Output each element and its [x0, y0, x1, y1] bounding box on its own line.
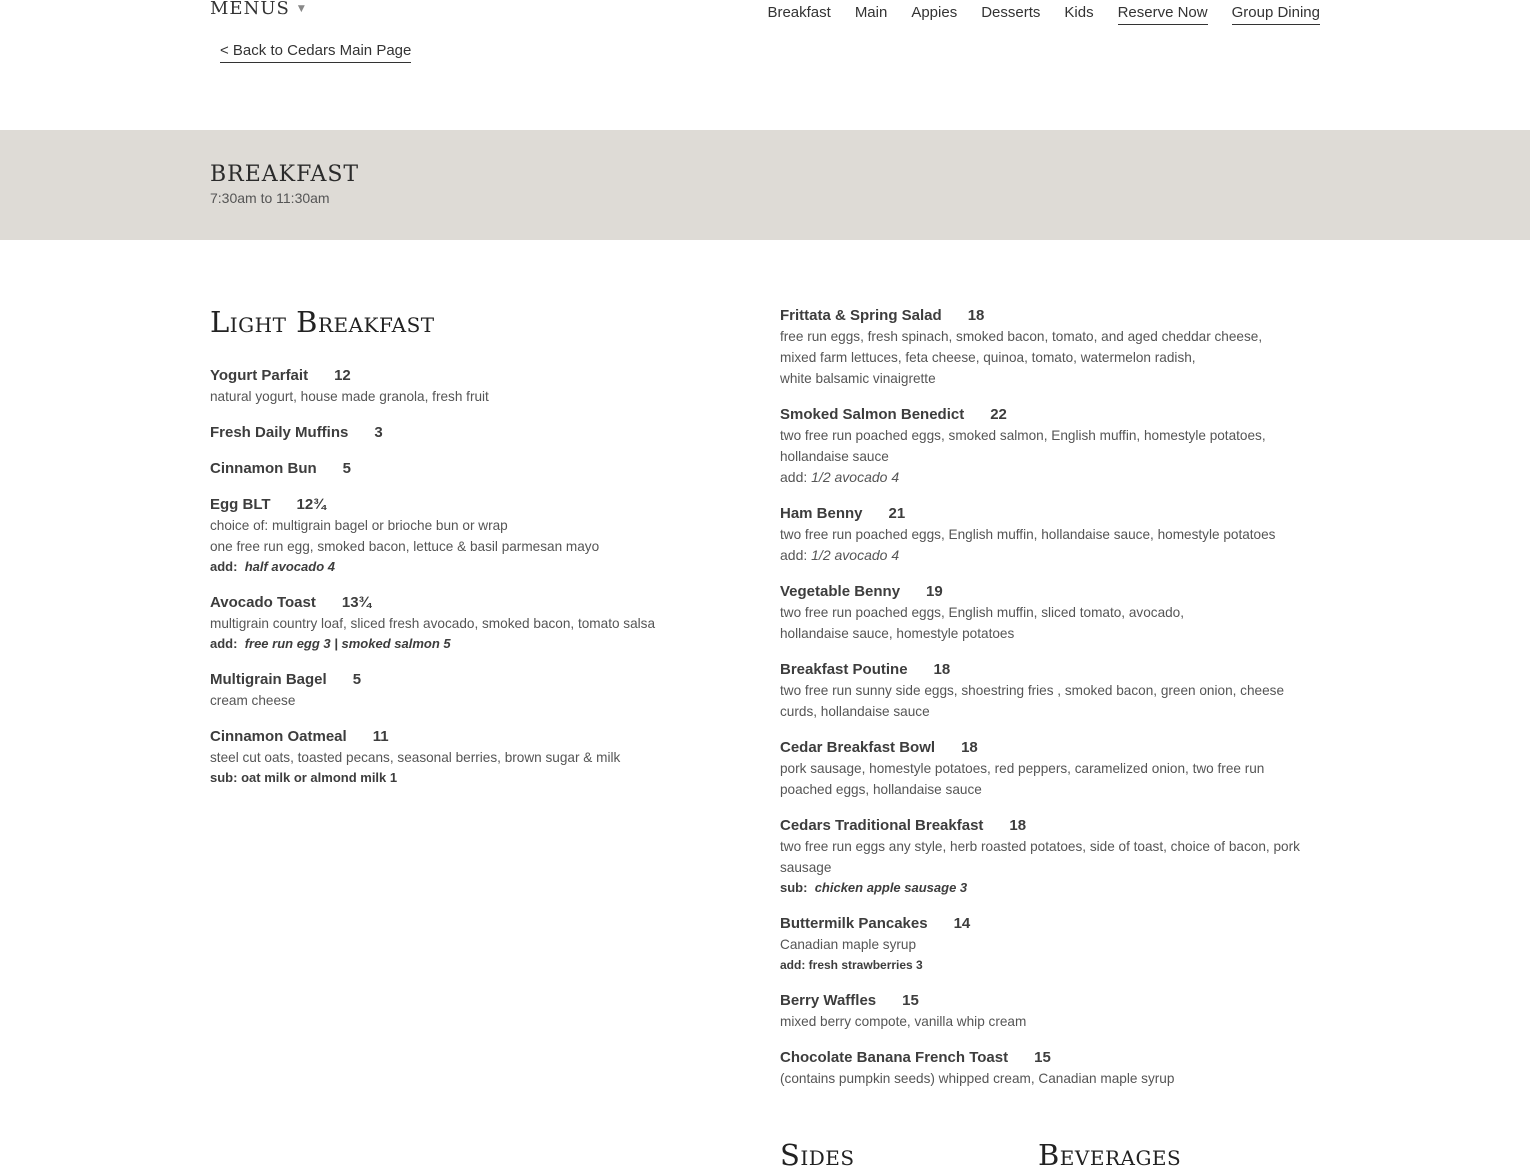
menu-item — [210, 592, 730, 654]
item-price: 22 — [990, 406, 1007, 423]
menu-item — [780, 305, 1325, 389]
item-description: white balsamic vinaigrette — [780, 371, 936, 386]
nav-breakfast[interactable]: Breakfast — [767, 4, 831, 21]
item-name: Smoked Salmon Benedict — [780, 406, 965, 423]
item-description: natural yogurt, house made granola, fresh fruit — [210, 389, 489, 404]
section-title-sides: Sides — [780, 1138, 855, 1172]
nav-desserts[interactable]: Desserts — [981, 4, 1041, 21]
item-addon — [210, 557, 730, 577]
main-breakfast-column — [780, 305, 1325, 1104]
menu-item — [210, 422, 730, 443]
item-price: 21 — [888, 505, 906, 522]
addon-prefix: sub: — [210, 770, 238, 785]
addon-text: oat milk or almond milk 1 — [241, 770, 398, 785]
nav-appies[interactable]: Appies — [911, 4, 958, 21]
item-price: 18 — [967, 307, 985, 324]
menu-item — [780, 659, 1325, 722]
item-price: 15 — [1034, 1049, 1051, 1066]
menu-item — [210, 494, 730, 577]
item-description: multigrain country loaf, sliced fresh avocado, smoked bacon, tomato salsa — [210, 616, 656, 631]
nav-kids[interactable]: Kids — [1064, 4, 1094, 21]
item-description: steel cut oats, toasted pecans, seasonal berries, brown sugar & milk — [210, 750, 621, 765]
top-navigation — [767, 4, 1320, 25]
item-name: Multigrain Bagel — [210, 671, 327, 688]
item-addon — [210, 634, 730, 654]
caret-down-icon: ▼ — [297, 4, 306, 14]
menu-title: BREAKFAST — [210, 162, 360, 187]
item-name: Cinnamon Oatmeal — [210, 728, 347, 745]
item-name: Fresh Daily Muffins — [210, 424, 349, 441]
menu-item — [780, 737, 1325, 800]
menu-item — [780, 581, 1325, 644]
item-description: two free run eggs any style, herb roasted potatoes, side of toast, choice of bacon, pork — [780, 839, 1300, 854]
item-name: Chocolate Banana French Toast — [780, 1049, 1009, 1066]
item-description: hollandaise sauce — [780, 449, 889, 464]
item-price: 12¾ — [296, 496, 326, 513]
item-addon: add: fresh strawberries 3 — [780, 958, 923, 972]
more-sections — [780, 1138, 1296, 1172]
item-description: poached eggs, hollandaise sauce — [780, 782, 982, 797]
item-name: Cedars Traditional Breakfast — [780, 817, 984, 834]
item-description: mixed berry compote, vanilla whip cream — [780, 1014, 1027, 1029]
back-to-main-link[interactable]: < Back to Cedars Main Page — [220, 42, 411, 63]
addon-text: half avocado 4 — [244, 559, 335, 574]
item-description: two free run poached eggs, smoked salmon, English muffin, homestyle potatoes, — [780, 428, 1266, 443]
item-description: one free run egg, smoked bacon, lettuce & basil parmesan mayo — [210, 539, 600, 554]
item-price: 18 — [1009, 817, 1027, 834]
item-addon — [210, 768, 730, 788]
item-description: two free run sunny side eggs, shoestring fries , smoked bacon, green onion, cheese — [780, 683, 1285, 698]
section-title-light-breakfast: Light Breakfast — [210, 305, 435, 339]
menu-item — [780, 990, 1325, 1032]
item-addon — [780, 467, 1325, 488]
item-description: curds, hollandaise sauce — [780, 704, 930, 719]
item-addon — [780, 878, 1325, 898]
menu-item — [780, 404, 1325, 488]
item-price: 13¾ — [341, 594, 372, 611]
item-price: 3 — [374, 424, 383, 441]
item-addon — [780, 545, 1325, 566]
item-price: 11 — [372, 728, 389, 745]
item-name: Vegetable Benny — [780, 583, 901, 600]
item-name: Egg BLT — [210, 496, 271, 513]
item-name: Cedar Breakfast Bowl — [780, 739, 936, 756]
item-name: Frittata & Spring Salad — [780, 307, 942, 324]
item-price: 19 — [926, 583, 943, 600]
menu-hours: 7:30am to 11:30am — [210, 190, 330, 206]
item-name: Ham Benny — [780, 505, 863, 522]
menu-item — [780, 815, 1325, 898]
nav-main[interactable]: Main — [854, 4, 888, 21]
nav-group-dining[interactable]: Group Dining — [1232, 4, 1320, 25]
item-price: 5 — [342, 460, 351, 477]
item-name: Breakfast Poutine — [780, 661, 908, 678]
addon-prefix: add: — [210, 559, 238, 574]
item-description: two free run poached eggs, English muffin, hollandaise sauce, homestyle potatoes — [780, 527, 1276, 542]
menu-banner — [0, 130, 1530, 240]
item-description: hollandaise sauce, homestyle potatoes — [780, 626, 1015, 641]
item-price: 15 — [902, 992, 919, 1009]
item-description: choice of: multigrain bagel or brioche bun or wrap — [210, 518, 508, 533]
menu-item — [780, 503, 1325, 566]
item-description: two free run poached eggs, English muffin, sliced tomato, avocado, — [780, 605, 1185, 620]
menus-dropdown[interactable] — [210, 0, 306, 19]
addon-prefix: sub: — [780, 880, 808, 895]
menu-item — [210, 458, 730, 479]
addon-text: chicken apple sausage 3 — [814, 880, 968, 895]
addon-text: free run egg 3 | smoked salmon 5 — [244, 636, 451, 651]
item-name: Buttermilk Pancakes — [780, 915, 928, 932]
addon-text: 1/2 avocado 4 — [811, 469, 900, 485]
item-price: 14 — [953, 915, 971, 932]
light-breakfast-column — [210, 305, 730, 803]
item-price: 18 — [933, 661, 951, 678]
menu-item — [210, 726, 730, 788]
item-description: free run eggs, fresh spinach, smoked bacon, tomato, and aged cheddar cheese, — [780, 329, 1263, 344]
nav-reserve-now[interactable]: Reserve Now — [1118, 4, 1208, 25]
item-name: Cinnamon Bun — [210, 460, 317, 477]
addon-prefix: add: — [210, 636, 238, 651]
addon-prefix: add: — [780, 469, 808, 485]
item-name: Yogurt Parfait — [210, 367, 309, 384]
menus-label: MENUS — [210, 0, 290, 19]
menu-item — [210, 365, 730, 407]
item-price: 5 — [352, 671, 362, 688]
item-price: 18 — [961, 739, 978, 756]
item-description: Canadian maple syrup — [780, 937, 917, 952]
addon-text: 1/2 avocado 4 — [811, 547, 900, 563]
item-description: mixed farm lettuces, feta cheese, quinoa, tomato, watermelon radish, — [780, 350, 1196, 365]
item-name: Avocado Toast — [210, 594, 316, 611]
item-description: (contains pumpkin seeds) whipped cream, Canadian maple syrup — [780, 1071, 1175, 1086]
item-description: pork sausage, homestyle potatoes, red peppers, caramelized onion, two free run — [780, 761, 1265, 776]
menu-item — [780, 1047, 1325, 1089]
item-description: cream cheese — [210, 693, 296, 708]
section-title-beverages: Beverages — [1038, 1138, 1182, 1172]
menu-item — [210, 669, 730, 711]
item-name: Berry Waffles — [780, 992, 877, 1009]
addon-prefix: add: — [780, 547, 808, 563]
item-price: 12 — [334, 367, 351, 384]
menu-item — [780, 913, 1325, 975]
item-description: sausage — [780, 860, 832, 875]
